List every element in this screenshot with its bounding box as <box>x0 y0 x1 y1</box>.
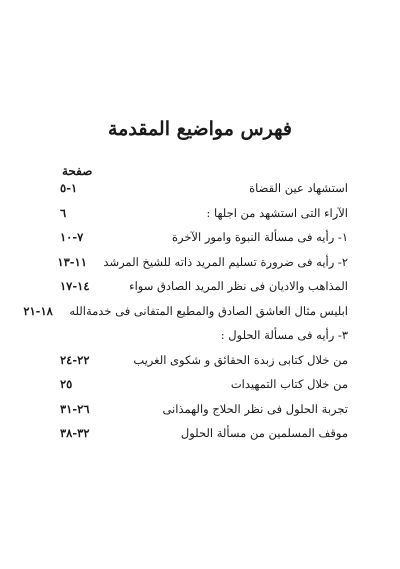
toc-entry-pages: ٧-١٠ <box>60 230 84 245</box>
table-of-contents <box>23 176 348 446</box>
toc-entry-title: تجربة الحلول فى نظر الحلاج والهمذانى <box>162 401 348 416</box>
toc-entry-title: الآراء التى استشهد من اجلها : <box>206 205 348 220</box>
page-column-header: صفحة <box>62 164 93 178</box>
toc-entry-pages: ١٤-١٧ <box>60 279 90 294</box>
toc-entry-title: من خلال كتابى زبدة الحقائق و شكوى الغريب <box>133 352 348 367</box>
page-title: فهرس مواضيع المقدمة <box>108 118 292 140</box>
toc-entry <box>58 201 348 226</box>
toc-entry-title: ابليس مثال العاشق الصادق والمطيع المتفانى فى خدمةالله <box>69 303 348 318</box>
toc-entry <box>58 372 348 397</box>
toc-entry <box>58 323 348 348</box>
toc-entry-title: استشهاد عين القضاة <box>249 181 348 196</box>
toc-entry <box>58 250 348 275</box>
toc-entry <box>58 225 348 250</box>
toc-entry-pages: ١١-١٣ <box>57 254 87 269</box>
toc-entry <box>58 348 348 373</box>
toc-entry <box>23 299 348 324</box>
toc-entry <box>58 176 348 201</box>
toc-entry-title: موقف المسلمين من مسألة الحلول <box>180 426 348 441</box>
toc-entry <box>58 397 348 422</box>
toc-entry-pages: ٦ <box>60 205 67 220</box>
toc-entry <box>58 274 348 299</box>
toc-entry-title: المذاهب والاديان فى نظر المريد الصادق سواء <box>129 279 348 294</box>
toc-entry-pages: ٣٢-٣٨ <box>60 426 90 441</box>
toc-entry-title: ٣- رأيه فى مسألة الحلول : <box>220 328 348 343</box>
toc-entry-title: ١- رأيه فى مسألة النبوة وامور الآخرة <box>171 230 348 245</box>
toc-entry-pages: ٢٢-٢٤ <box>60 352 90 367</box>
toc-entry-pages: ١-٥ <box>60 181 78 196</box>
toc-entry-pages: ٢٥ <box>60 377 73 392</box>
toc-entry-pages: ١٨-٢١ <box>23 303 53 318</box>
toc-entry-title: من خلال كتاب التمهيدات <box>230 377 348 392</box>
toc-entry-title: ٢- رأيه فى ضرورة تسليم المريد ذاته للشيخ المرشد <box>103 254 348 269</box>
toc-entry-pages: ٢٦-٣١ <box>60 401 90 416</box>
toc-entry <box>58 421 348 446</box>
